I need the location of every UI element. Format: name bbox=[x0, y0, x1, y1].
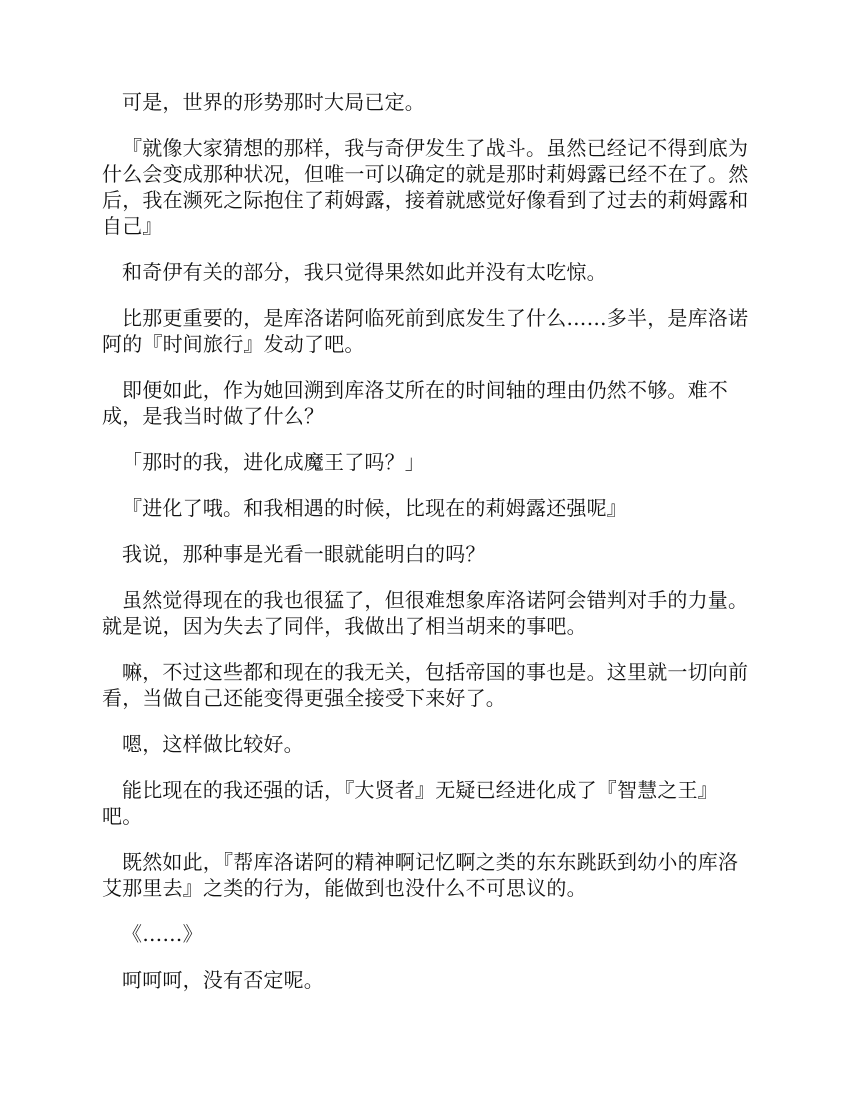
paragraph-11: 嗯，这样做比较好。 bbox=[122, 732, 304, 756]
paragraph-15: 呵呵呵，没有否定呢。 bbox=[122, 968, 324, 992]
paragraph-9: 虽然觉得现在的我也很猛了，但很难想象库洛诺阿会错判对手的力量。就是说，因为失去了同伴，我做出了相当胡来的事吧。 bbox=[102, 588, 749, 638]
paragraph-10: 嘛，不过这些都和现在的我无关，包括帝国的事也是。这里就一切向前看，当做自己还能变得更强全接受下来好了。 bbox=[102, 660, 749, 710]
paragraph-12: 能比现在的我还强的话，『大贤者』无疑已经进化成了『智慧之王』吧。 bbox=[102, 778, 718, 828]
paragraph-1: 可是，世界的形势那时大局已定。 bbox=[122, 90, 425, 114]
paragraph-3: 和奇伊有关的部分，我只觉得果然如此并没有太吃惊。 bbox=[122, 260, 607, 284]
paragraph-8: 我说，那种事是光看一眼就能明白的吗？ bbox=[122, 542, 486, 566]
paragraph-5: 即便如此，作为她回溯到库洛艾所在的时间轴的理由仍然不够。难不成，是我当时做了什么？ bbox=[102, 378, 728, 428]
paragraph-14: 《……》 bbox=[122, 922, 203, 946]
paragraph-2: 『就像大家猜想的那样，我与奇伊发生了战斗。虽然已经记不得到底为什么会变成那种状况，但唯一可以确定的就是那时莉姆露已经不在了。然后，我在濒死之际抱住了莉姆露，接着就感觉好像看到了过去的莉姆露和自己』 bbox=[102, 136, 749, 238]
paragraph-4: 比那更重要的，是库洛诺阿临死前到底发生了什么……多半，是库洛诺阿的『时间旅行』发动了吧。 bbox=[102, 306, 749, 356]
paragraph-13: 既然如此，『帮库洛诺阿的精神啊记忆啊之类的东东跳跃到幼小的库洛艾那里去』之类的行为，能做到也没什么不可思议的。 bbox=[102, 850, 739, 900]
paragraph-6: 「那时的我，进化成魔王了吗？」 bbox=[122, 450, 425, 474]
document-body bbox=[102, 89, 750, 1013]
paragraph-7: 『进化了哦。和我相遇的时候，比现在的莉姆露还强呢』 bbox=[122, 496, 627, 520]
